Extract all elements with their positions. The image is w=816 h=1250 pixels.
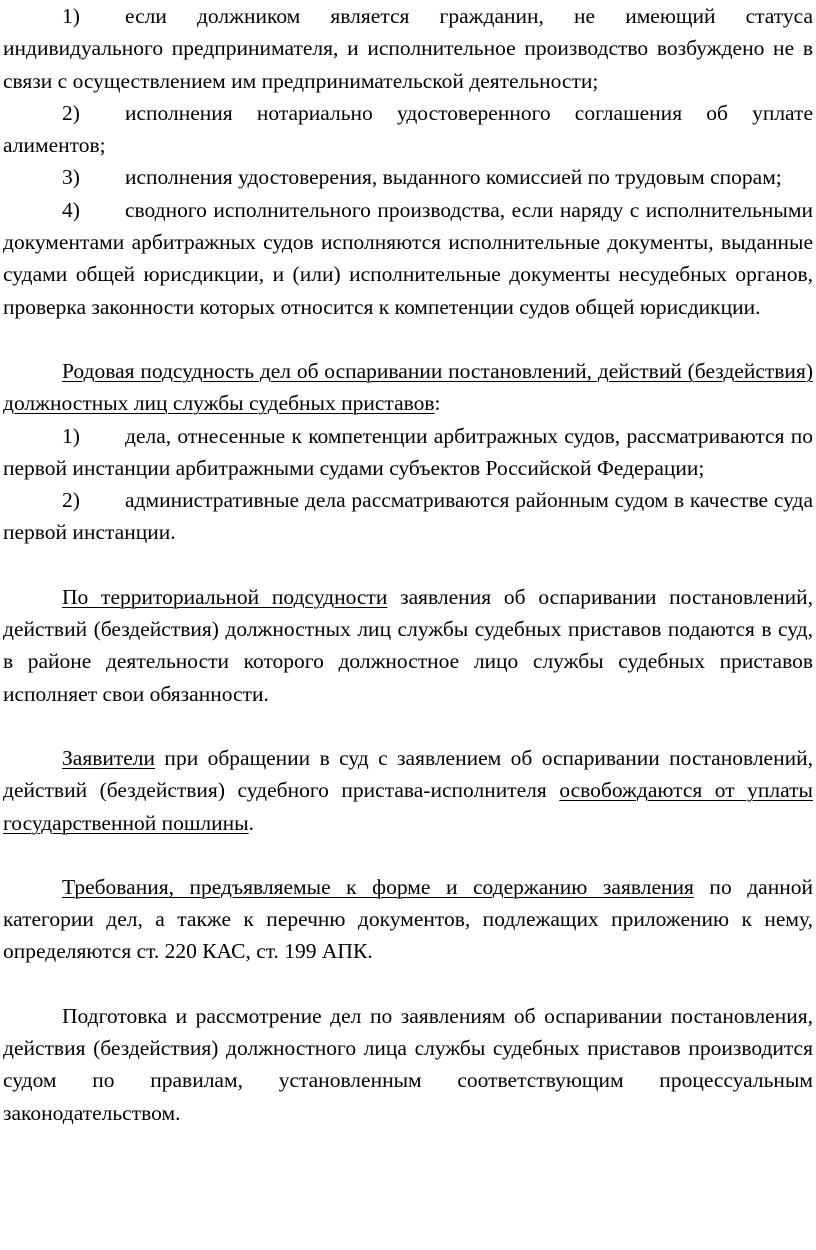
paragraph-tail: . [248,810,254,835]
underlined-term: По территориальной подсудности [62,584,388,609]
paragraph-spacer [3,968,813,1000]
list-item [3,194,813,323]
paragraph-territorial [3,581,813,710]
list-item-text: административные дела рассматриваются районным судом в качестве суда первой инстанции. [3,488,813,545]
paragraph-text: при обращении в суд с заявлением об оспаривании постановлений, действий (бездействия) судебного пристава-исполнителя [3,745,813,803]
heading-colon: : [434,391,441,416]
list-item [3,97,813,162]
paragraph-spacer [3,710,813,742]
document-page [3,0,813,1129]
paragraph-spacer [3,839,813,871]
paragraph-spacer [3,549,813,581]
list-item [3,420,813,485]
list-item-number: 4) [62,197,80,222]
list-item-number: 2) [62,488,80,513]
list-item-number: 1) [62,423,80,448]
underlined-term: Заявители [62,745,156,770]
section-heading-jurisdiction [3,355,813,420]
paragraph-text: заявления об оспаривании постановлений, действий (бездействия) должностных лиц службы судебных приставов подаются в суд, в районе деятельности которого должностное лицо службы судебных приставов исполняет свои обязанности. [3,584,813,706]
underlined-term: освобождаются от уплаты государственной пошлины [3,778,813,835]
paragraph-spacer [3,323,813,355]
list-item-number: 1) [62,4,80,28]
list-item-text: исполнения удостоверения, выданного комиссией по трудовым спорам; [125,165,782,190]
paragraph-applicants [3,742,813,839]
list-item-text: если должником является гражданин, не имеющий статуса индивидуального предпринимателя, и исполнительное производство возбуждено не в связи с осуществлением им предпринимательской деятельности; [3,4,813,93]
paragraph-requirements [3,871,813,968]
list-item [3,484,813,549]
paragraph-procedure [3,1000,813,1129]
paragraph-text: по данной категории дел, а также к перечню документов, подлежащих приложению к нему, определяются ст. 220 КАС, ст. 199 АПК. [3,874,813,964]
list-item-text: сводного исполнительного производства, если наряду с исполнительными документами арбитражных судов исполняются исполнительные документы, выданные судами общей юрисдикции, и (или) исполнительные документы несудебных органов, проверка законности которых относится к компетенции судов общей юрисдикции. [3,197,813,319]
list-item-text: исполнения нотариально удостоверенного соглашения об уплате алиментов; [3,100,813,158]
list-item-text: дела, отнесенные к компетенции арбитражных судов, рассматриваются по первой инстанции арбитражными судами субъектов Российской Федерации; [3,423,813,480]
list-item-number: 2) [62,100,80,125]
list-item [3,0,813,97]
list-item [3,161,813,193]
underlined-heading: Родовая подсудность дел об оспаривании постановлений, действий (бездействия) должностных лиц службы судебных приставов [3,358,813,416]
list-item-number: 3) [62,165,80,190]
underlined-term: Требования, предъявляемые к форме и содержанию заявления [62,874,694,899]
paragraph-text: Подготовка и рассмотрение дел по заявлениям об оспаривании постановления, действия (бездействия) должностного лица службы судебных приставов производится судом по правилам, установленным соответствующим процессуальным законодательством. [3,1003,813,1125]
